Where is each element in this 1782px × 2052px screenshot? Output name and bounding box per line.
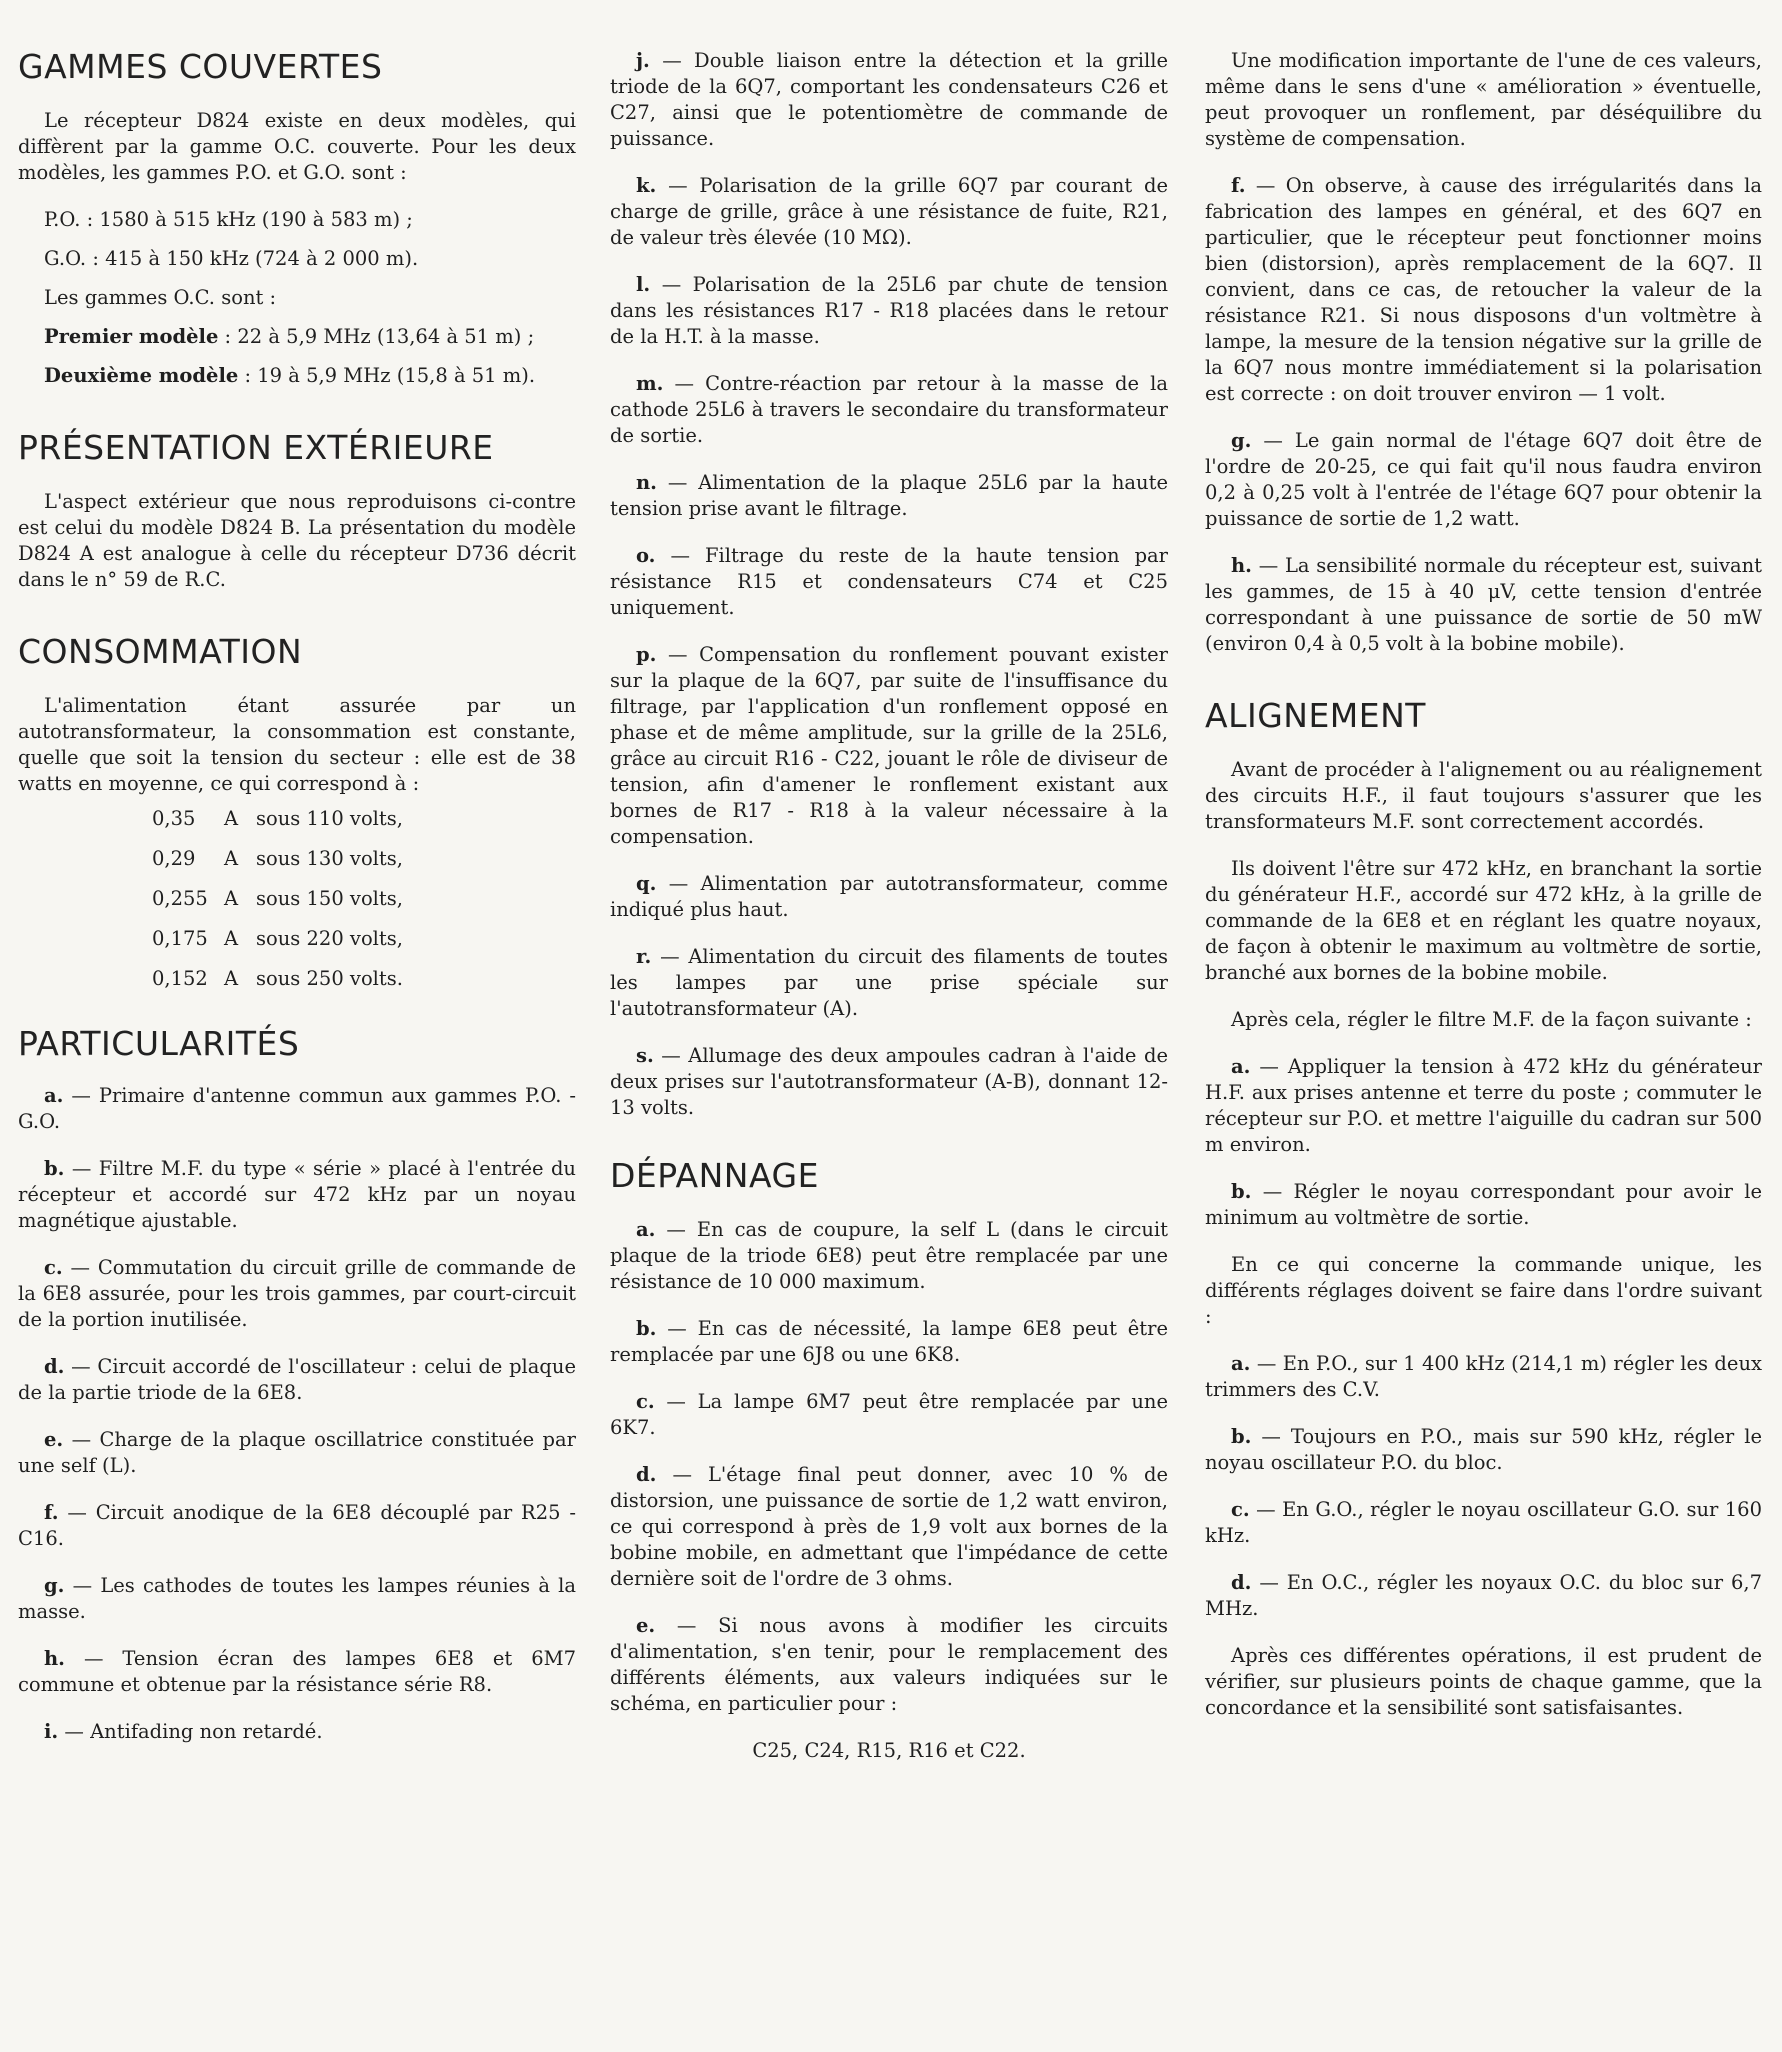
item-text: — Antifading non retardé. <box>58 1720 323 1743</box>
item-text: — La sensibilité normale du récepteur est, suivant les gammes, de 15 à 40 μV, cette tension d'entrée correspondant à une puissance de sortie de 50 mW (environ 0,4 à 0,5 volt à la bobine mobile). <box>1205 554 1762 655</box>
item-key: c. <box>1231 1498 1250 1521</box>
item-key: d. <box>1231 1571 1252 1594</box>
list-item <box>610 1316 1168 1368</box>
cell-unit: A <box>224 927 239 950</box>
list-item <box>18 1646 576 1698</box>
item-key: a. <box>636 1218 656 1241</box>
list-item <box>18 1719 576 1745</box>
column-3 <box>1205 48 1762 1742</box>
section-particularites <box>18 1025 576 1745</box>
item-text: — Tension écran des lampes 6E8 et 6M7 commune et obtenue par la résistance série R8. <box>18 1647 576 1696</box>
cell-unit: A <box>224 807 239 830</box>
item-key: d. <box>636 1463 657 1486</box>
item-key: e. <box>44 1428 64 1451</box>
paragraph: Les gammes O.C. sont : <box>44 286 277 309</box>
paragraph <box>18 324 576 350</box>
item-text: — Circuit anodique de la 6E8 découplé par R25 - C16. <box>18 1501 576 1550</box>
item-text: — Régler le noyau correspondant pour avoir le minimum au voltmètre de sortie. <box>1205 1180 1762 1229</box>
item-text: — En cas de coupure, la self L (dans le circuit plaque de la triode 6E8) peut être remplacée par une résistance de 10 000 maximum. <box>610 1218 1168 1293</box>
cell-value: 0,152 <box>152 967 208 990</box>
table-row <box>152 879 576 919</box>
item-key: f. <box>1231 174 1246 197</box>
item-key: h. <box>1231 554 1252 577</box>
item-key: h. <box>44 1647 65 1670</box>
cell-value: 0,255 <box>152 887 208 910</box>
list-item <box>1205 553 1762 657</box>
cell-value: 0,175 <box>152 927 208 950</box>
item-key: b. <box>1231 1425 1252 1448</box>
list-item <box>1205 1570 1762 1622</box>
paragraph: L'alimentation étant assurée par un autotransformateur, la consommation est constante, quelle que soit la tension du secteur : elle est de 38 watts en moyenne, ce qui correspond à : <box>18 694 576 795</box>
section-consommation <box>18 633 576 999</box>
section-title: ALIGNEMENT <box>1205 696 1426 735</box>
list-item <box>610 470 1168 522</box>
table-row <box>152 799 576 839</box>
list-item <box>610 371 1168 449</box>
item-text: — Alimentation du circuit des filaments de toutes les lampes par une prise spéciale sur l'autotransformateur (A). <box>610 945 1168 1020</box>
item-key: l. <box>636 273 651 296</box>
item-key: k. <box>636 174 657 197</box>
list-item <box>1205 1424 1762 1476</box>
item-text: — Les cathodes de toutes les lampes réunies à la masse. <box>18 1574 576 1623</box>
list-item <box>18 1156 576 1234</box>
item-text: — Filtrage du reste de la haute tension par résistance R15 et condensateurs C74 et C25 uniquement. <box>610 544 1168 619</box>
cell-text: sous 150 volts, <box>256 887 403 910</box>
item-text: — Contre-réaction par retour à la masse de la cathode 25L6 à travers le secondaire du transformateur de sortie. <box>610 372 1168 447</box>
item-key: m. <box>636 372 664 395</box>
item-key: f. <box>44 1501 59 1524</box>
section-title: DÉPANNAGE <box>610 1156 819 1195</box>
item-text: — En O.C., régler les noyaux O.C. du bloc sur 6,7 MHz. <box>1205 1571 1762 1620</box>
text: : 22 à 5,9 MHz (13,64 à 51 m) ; <box>218 325 535 348</box>
paragraph: L'aspect extérieur que nous reproduisons ci-contre est celui du modèle D824 B. La présentation du modèle D824 A est analogue à celle du récepteur D736 décrit dans le n° 59 de R.C. <box>18 490 576 591</box>
item-key: a. <box>1231 1352 1251 1375</box>
cell-unit: A <box>224 967 239 990</box>
item-key: d. <box>44 1355 65 1378</box>
list-item <box>18 1500 576 1552</box>
component-list: C25, C24, R15, R16 et C22. <box>752 1739 1026 1762</box>
table-row <box>152 959 576 999</box>
list-item <box>1205 1497 1762 1549</box>
paragraph: G.O. : 415 à 150 kHz (724 à 2 000 m). <box>44 247 419 270</box>
list-item <box>18 1255 576 1333</box>
list-item <box>610 642 1168 850</box>
cell-unit: A <box>224 847 239 870</box>
list-item <box>610 1613 1168 1717</box>
item-text: — En cas de nécessité, la lampe 6E8 peut être remplacée par une 6J8 ou une 6K8. <box>610 1317 1168 1366</box>
cell-value: 0,35 <box>152 807 196 830</box>
item-text: — Polarisation de la grille 6Q7 par courant de charge de grille, grâce à une résistance de fuite, R21, de valeur très élevée (10 MΩ). <box>610 174 1168 249</box>
item-text: — Alimentation de la plaque 25L6 par la haute tension prise avant le filtrage. <box>610 471 1168 520</box>
item-text: — En G.O., régler le noyau oscillateur G.O. sur 160 kHz. <box>1205 1498 1762 1547</box>
table-row <box>152 839 576 879</box>
list-item <box>18 1354 576 1406</box>
bold-label: Premier modèle <box>44 325 219 348</box>
item-text: — Circuit accordé de l'oscillateur : celui de plaque de la partie triode de la 6E8. <box>18 1355 576 1404</box>
paragraph: Une modification importante de l'une de ces valeurs, même dans le sens d'une « amélioration » éventuelle, peut provoquer un ronflement, par déséquilibre du système de compensation. <box>1205 49 1762 150</box>
list-item <box>610 173 1168 251</box>
item-text: — Toujours en P.O., mais sur 590 kHz, régler le noyau oscillateur P.O. du bloc. <box>1205 1425 1762 1474</box>
list-item <box>610 871 1168 923</box>
list-item <box>1205 428 1762 532</box>
section-presentation <box>18 429 576 593</box>
consumption-table <box>152 799 576 999</box>
list-item <box>1205 1054 1762 1158</box>
list-item <box>610 48 1168 152</box>
item-key: j. <box>636 49 650 72</box>
paragraph: En ce qui concerne la commande unique, les différents réglages doivent se faire dans l'ordre suivant : <box>1205 1253 1762 1328</box>
list-item <box>610 543 1168 621</box>
section-title: GAMMES COUVERTES <box>18 47 383 86</box>
list-item <box>610 1462 1168 1592</box>
item-text: — Polarisation de la 25L6 par chute de tension dans les résistances R17 - R18 placées dans le retour de la H.T. à la masse. <box>610 273 1168 348</box>
column-2 <box>610 48 1168 1785</box>
item-key: a. <box>1231 1055 1251 1078</box>
item-text: — Appliquer la tension à 472 kHz du générateur H.F. aux prises antenne et terre du poste ; commuter le récepteur sur P.O. et mettre l'aiguille du cadran sur 500 m environ. <box>1205 1055 1762 1156</box>
item-text: — Alimentation par autotransformateur, comme indiqué plus haut. <box>610 872 1168 921</box>
list-item <box>610 1389 1168 1441</box>
list-item <box>610 1217 1168 1295</box>
section-alignement <box>1205 697 1762 1721</box>
cell-text: sous 250 volts. <box>256 967 403 990</box>
cell-text: sous 220 volts, <box>256 927 403 950</box>
section-title: PRÉSENTATION EXTÉRIEURE <box>18 428 494 467</box>
list-item <box>1205 173 1762 407</box>
list-item <box>1205 1179 1762 1231</box>
item-key: n. <box>636 471 657 494</box>
item-text: — Filtre M.F. du type « série » placé à l'entrée du récepteur et accordé sur 472 kHz par un noyau magnétique ajustable. <box>18 1157 576 1232</box>
item-key: s. <box>636 1044 654 1067</box>
cell-value: 0,29 <box>152 847 196 870</box>
item-text: — Charge de la plaque oscillatrice constituée par une self (L). <box>18 1428 576 1477</box>
paragraph: Après ces différentes opérations, il est prudent de vérifier, sur plusieurs points de chaque gamme, que la concordance et la sensibilité sont satisfaisantes. <box>1205 1644 1762 1719</box>
list-item <box>610 1043 1168 1121</box>
list-item <box>610 272 1168 350</box>
text: : 19 à 5,9 MHz (15,8 à 51 m). <box>238 364 536 387</box>
item-key: o. <box>636 544 656 567</box>
cell-text: sous 110 volts, <box>256 807 403 830</box>
item-text: — Compensation du ronflement pouvant exister sur la plaque de la 6Q7, par suite de l'insuffisance du filtrage, par l'application d'un ronflement opposé en phase et de même amplitude, sur la grille de la 25L6, grâce au circuit R16 - C22, jouant le rôle de diviseur de tension, afin d'amener le ronflement existant aux bornes de R17 - R18 à la valeur nécessaire à la compensation. <box>610 643 1168 848</box>
paragraph: Le récepteur D824 existe en deux modèles, qui diffèrent par la gamme O.C. couverte. Pour les deux modèles, les gammes P.O. et G.O. sont : <box>18 109 576 184</box>
list-item <box>610 944 1168 1022</box>
item-key: g. <box>44 1574 65 1597</box>
item-key: c. <box>636 1390 655 1413</box>
cell-unit: A <box>224 887 239 910</box>
table-row <box>152 919 576 959</box>
column-1 <box>18 48 576 1766</box>
item-key: e. <box>636 1614 656 1637</box>
item-text: — Primaire d'antenne commun aux gammes P.O. - G.O. <box>18 1084 576 1133</box>
bold-label: Deuxième modèle <box>44 364 239 387</box>
section-gammes <box>18 48 576 389</box>
section-depannage <box>610 1157 1168 1764</box>
item-text: — Double liaison entre la détection et la grille triode de la 6Q7, comportant les condensateurs C26 et C27, ainsi que le potentiomètre de commande de puissance. <box>610 49 1168 150</box>
item-text: — On observe, à cause des irrégularités dans la fabrication des lampes en général, et des 6Q7 en particulier, que le récepteur peut fonctionner moins bien (distorsion), après remplacement de la 6Q7. Il convient, dans ce cas, de retoucher la valeur de la résistance R21. Si nous disposons d'un voltmètre à lampe, la mesure de la tension négative sur la grille de la 6Q7 nous montre immédiatement si la polarisation est correcte : on doit trouver environ — 1 volt. <box>1205 174 1762 405</box>
item-key: c. <box>44 1256 63 1279</box>
item-key: a. <box>44 1084 64 1107</box>
list-item <box>18 1427 576 1479</box>
item-key: b. <box>636 1317 657 1340</box>
item-key: p. <box>636 643 657 666</box>
item-text: — En P.O., sur 1 400 kHz (214,1 m) régler les deux trimmers des C.V. <box>1205 1352 1762 1401</box>
item-text: — Le gain normal de l'étage 6Q7 doit être de l'ordre de 20-25, ce qui fait qu'il nous faudra environ 0,2 à 0,25 volt à l'entrée de l'étage 6Q7 pour obtenir la puissance de sortie de 1,2 watt. <box>1205 429 1762 530</box>
list-item <box>1205 1351 1762 1403</box>
item-text: — La lampe 6M7 peut être remplacée par une 6K7. <box>610 1390 1168 1439</box>
section-title: CONSOMMATION <box>18 632 303 671</box>
item-key: b. <box>1231 1180 1252 1203</box>
paragraph: Avant de procéder à l'alignement ou au réalignement des circuits H.F., il faut toujours s'assurer que les transformateurs M.F. sont correctement accordés. <box>1205 758 1762 833</box>
item-key: r. <box>636 945 652 968</box>
list-item <box>18 1083 576 1135</box>
paragraph: Ils doivent l'être sur 472 kHz, en branchant la sortie du générateur H.F., accordé sur 472 kHz, à la grille de commande de la 6E8 et en réglant les quatre noyaux, de façon à obtenir le maximum au voltmètre de sortie, branché aux bornes de la bobine mobile. <box>1205 857 1762 984</box>
paragraph: P.O. : 1580 à 515 kHz (190 à 583 m) ; <box>44 208 413 231</box>
item-key: b. <box>44 1157 65 1180</box>
item-text: — L'étage final peut donner, avec 10 % de distorsion, une puissance de sortie de 1,2 watt environ, ce qui correspond à près de 1,9 volt aux bornes de la bobine mobile, en admettant que l'impédance de cette dernière soit de l'ordre de 3 ohms. <box>610 1463 1168 1590</box>
list-item <box>18 1573 576 1625</box>
item-text: — Allumage des deux ampoules cadran à l'aide de deux prises sur l'autotransformateur (A-B), donnant 12-13 volts. <box>610 1044 1168 1119</box>
item-key: g. <box>1231 429 1252 452</box>
item-text: — Commutation du circuit grille de commande de la 6E8 assurée, pour les trois gammes, par court-circuit de la portion inutilisée. <box>18 1256 576 1331</box>
item-key: i. <box>44 1720 59 1743</box>
paragraph <box>18 363 576 389</box>
section-title: PARTICULARITÉS <box>18 1024 300 1063</box>
paragraph: Après cela, régler le filtre M.F. de la façon suivante : <box>1231 1008 1752 1031</box>
cell-text: sous 130 volts, <box>256 847 403 870</box>
item-key: q. <box>636 872 657 895</box>
item-text: — Si nous avons à modifier les circuits d'alimentation, s'en tenir, pour le remplacement des différents éléments, aux valeurs indiquées sur le schéma, en particulier pour : <box>610 1614 1168 1715</box>
